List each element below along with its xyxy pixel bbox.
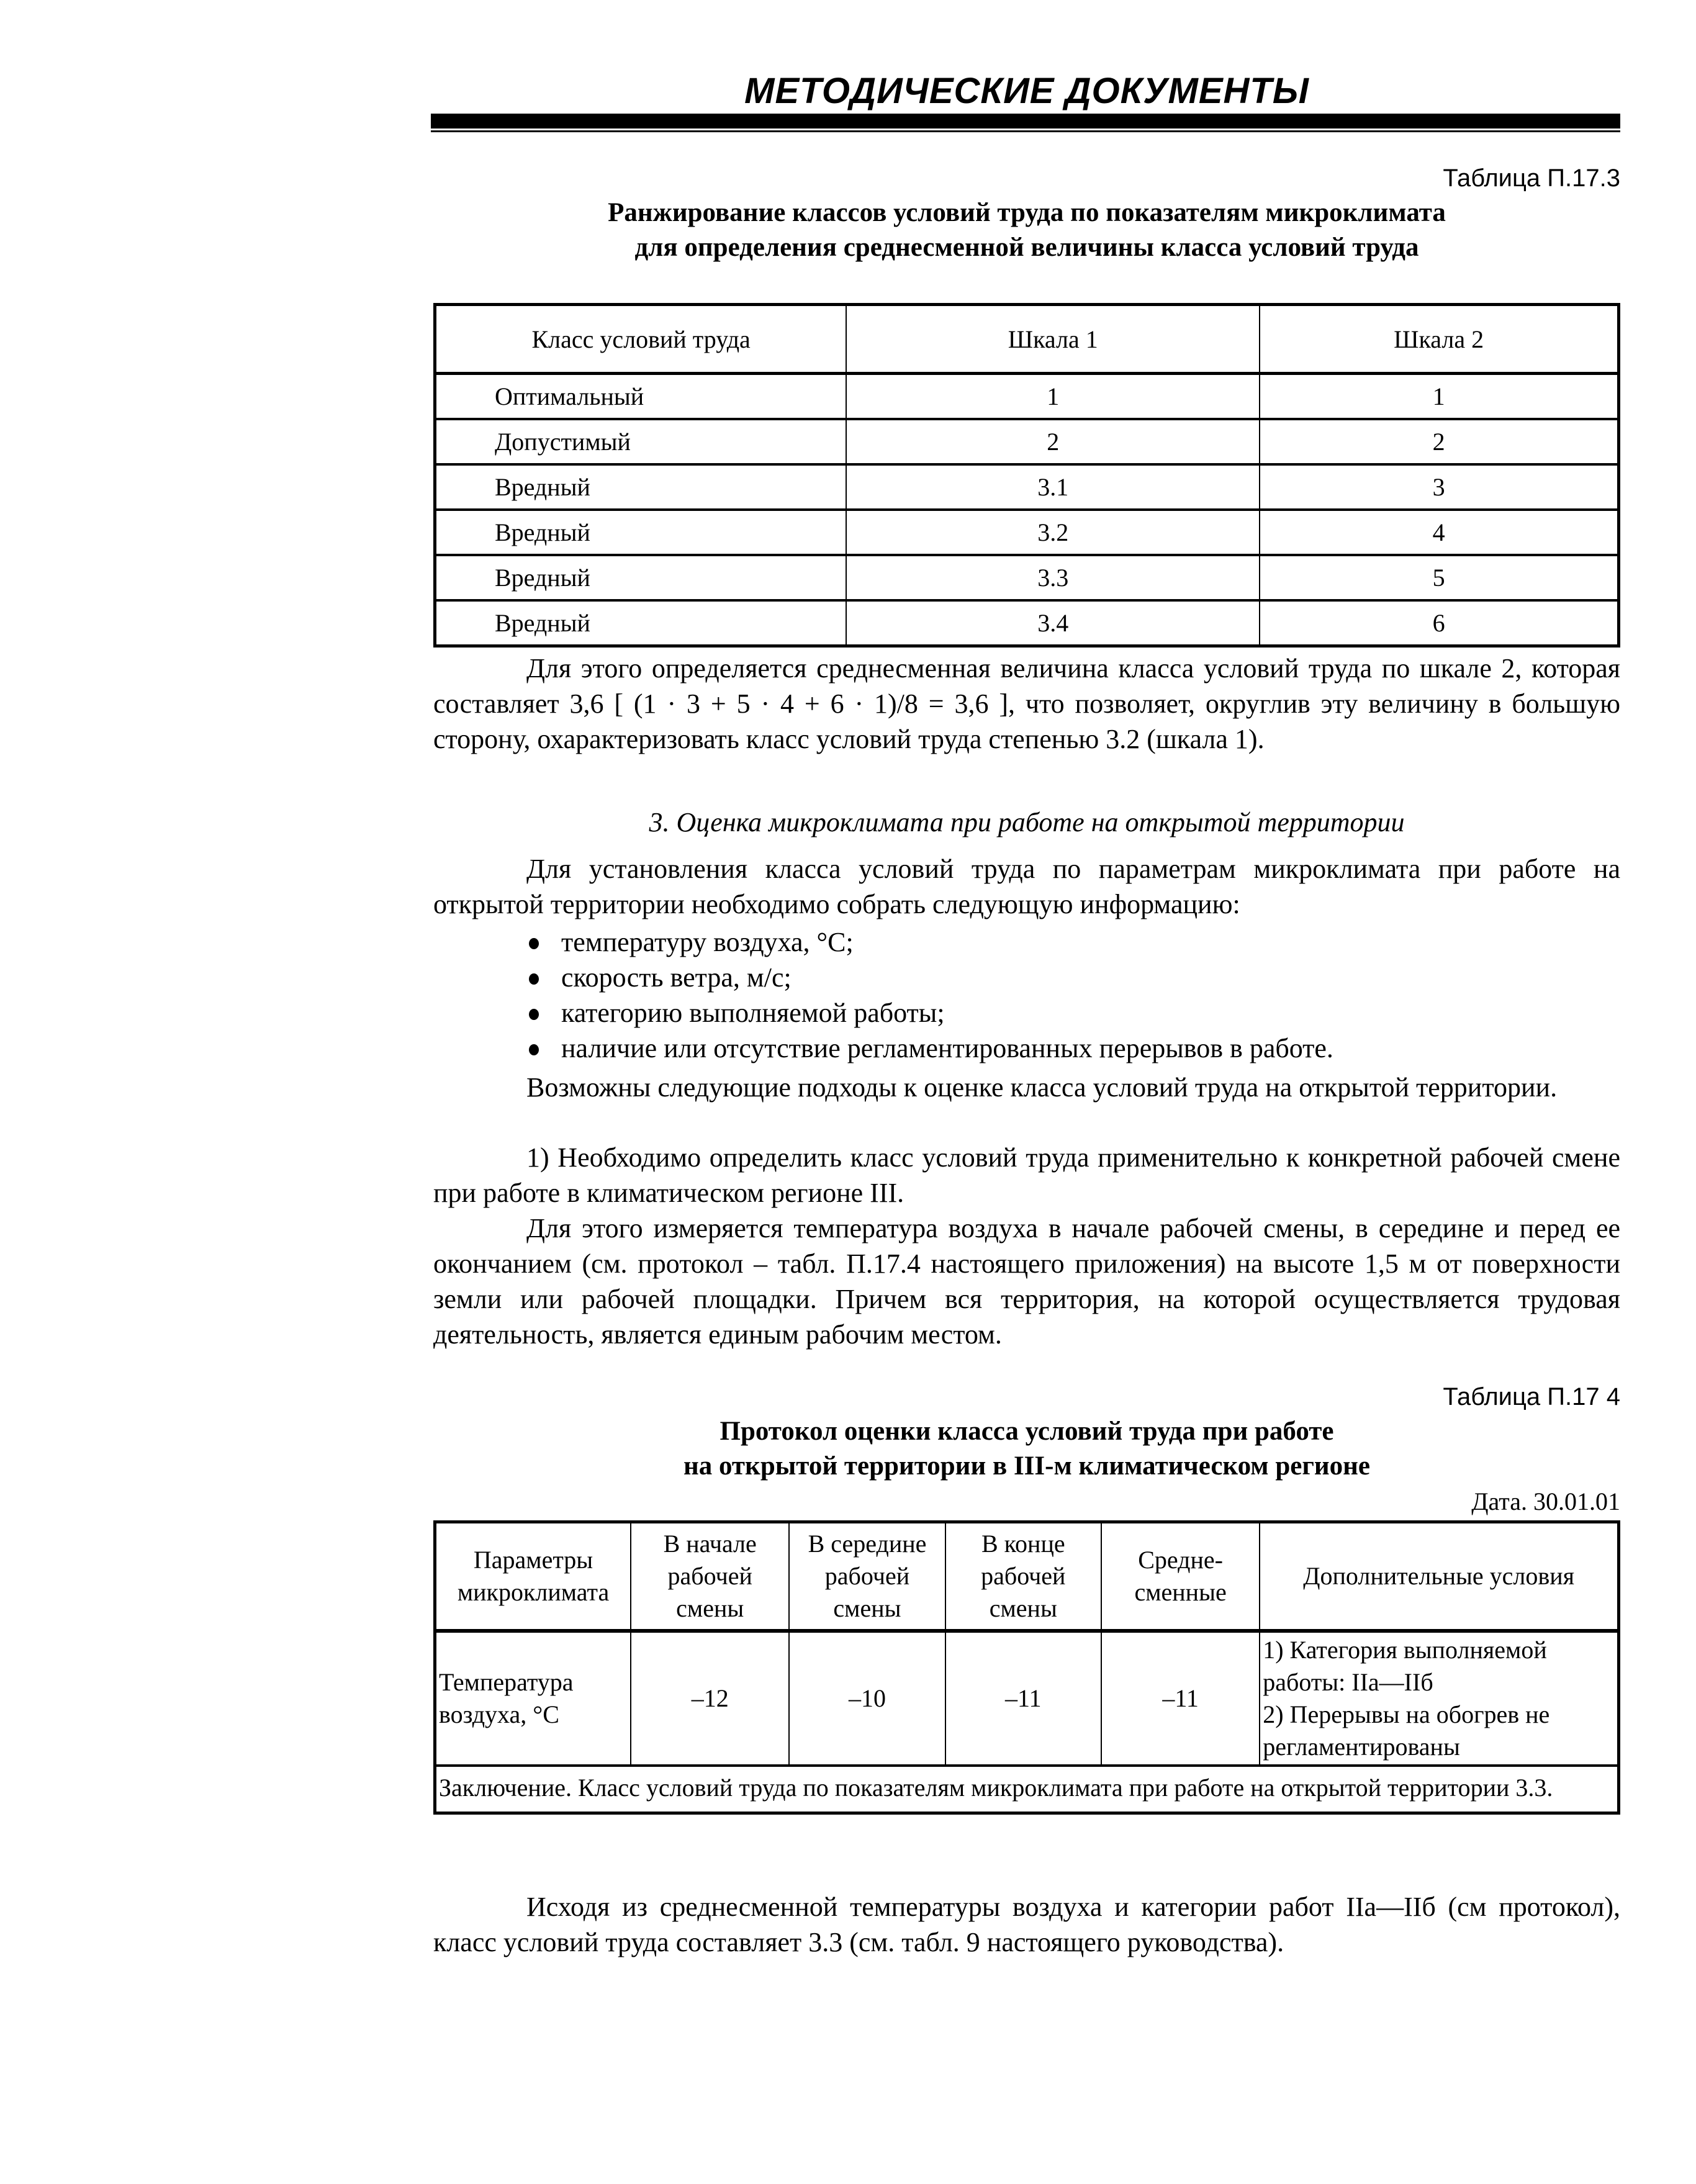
extra-conditions-cell	[1260, 1631, 1618, 1766]
column-header: В начале рабочей смены	[631, 1522, 789, 1631]
running-head: МЕТОДИЧЕСКИЕ ДОКУМЕНТЫ	[744, 71, 1309, 111]
scale1-cell: 3.4	[846, 600, 1260, 646]
paragraph-measurement: Для этого измеряется температура воздуха в начале рабочей смены, в середине и перед ее окончанием (см. протокол – табл. П.17.4 настоящего приложения) на высоте 1,5 м от поверхности земли или рабочей площадки. Причем вся территория, на которой осуществляется трудовая деятельность, является единым рабочим местом.	[433, 1213, 1620, 1350]
middle-value-cell: –10	[789, 1631, 945, 1766]
table-p17-4-protocol	[433, 1520, 1620, 1815]
scale2-cell: 4	[1260, 510, 1618, 555]
scale2-cell: 5	[1260, 555, 1618, 600]
average-value-cell: –11	[1101, 1631, 1260, 1766]
table-row	[435, 1631, 1619, 1766]
scale2-cell: 6	[1260, 600, 1618, 646]
table-p17-3-title	[433, 196, 1620, 265]
table-p17-4-number: Таблица П.17 4	[1443, 1383, 1620, 1410]
column-header: Класс условий труда	[435, 305, 847, 374]
class-name-cell: Допустимый	[435, 419, 847, 464]
scale1-cell: 2	[846, 419, 1260, 464]
class-name-cell: Вредный	[435, 600, 847, 646]
class-name-cell: Вредный	[435, 464, 847, 510]
scale1-cell: 3.1	[846, 464, 1260, 510]
column-header: Шкала 2	[1260, 305, 1618, 374]
column-header: В конце рабочей смены	[945, 1522, 1101, 1631]
scale1-cell: 1	[846, 374, 1260, 420]
table-row	[435, 419, 1619, 464]
info-list	[526, 924, 1333, 1066]
column-header: Параметры микроклимата	[435, 1522, 631, 1631]
list-item: температуру воздуха, °С;	[526, 924, 1333, 960]
list-item: наличие или отсутствие регламентированных перерывов в работе.	[526, 1031, 1333, 1066]
column-header: В середине рабочей смены	[789, 1522, 945, 1631]
paragraph-approach-1: 1) Необходимо определить класс условий труда применительно к конкретной рабочей смене при работе в климатическом регионе III.	[433, 1142, 1620, 1208]
table-row	[435, 510, 1619, 555]
scale1-cell: 3.2	[846, 510, 1260, 555]
protocol-date: Дата. 30.01.01	[1471, 1487, 1620, 1515]
extra-condition: 1) Категория выполняемой работы: IIа—IIб	[1263, 1636, 1547, 1696]
paragraph-final-class: Исходя из среднесменной температуры воздуха и категории работ IIа—IIб (см протокол), класс условий труда составляет 3.3 (см. табл. 9 настоящего руководства).	[433, 1892, 1620, 1957]
table-p17-3-title-line1: Ранжирование классов условий труда по показателям микроклимата	[608, 198, 1446, 227]
column-header: Дополнительные условия	[1260, 1522, 1618, 1631]
start-value-cell: –12	[631, 1631, 789, 1766]
table-row	[435, 374, 1619, 420]
column-header: Шкала 1	[846, 305, 1260, 374]
list-item: категорию выполняемой работы;	[526, 995, 1333, 1031]
scale1-cell: 3.3	[846, 555, 1260, 600]
table-p17-3-title-line2: для определения среднесменной величины класса условий труда	[634, 233, 1419, 262]
paragraph-approaches: Возможны следующие подходы к оценке класса условий труда на открытой территории.	[526, 1072, 1558, 1103]
scale2-cell: 2	[1260, 419, 1618, 464]
paragraph-average-class: Для этого определяется среднесменная величина класса условий труда по шкале 2, которая составляет 3,6 [ (1 · 3 + 5 · 4 + 6 · 1)/8 = 3,6 ], что позволяет, округлив эту величину в большую сторону, охарактеризовать класс условий труда степенью 3.2 (шкала 1).	[433, 653, 1620, 754]
extra-condition: 2) Перерывы на обогрев не регламентированы	[1263, 1700, 1550, 1761]
table-header-row	[435, 305, 1619, 374]
table-p17-3	[433, 303, 1620, 648]
end-value-cell: –11	[945, 1631, 1101, 1766]
table-header-row	[435, 1522, 1619, 1631]
table-p17-3-number: Таблица П.17.3	[1443, 165, 1620, 192]
table-p17-4-title-line1: Протокол оценки класса условий труда при работе	[719, 1417, 1334, 1446]
scale2-cell: 1	[1260, 374, 1618, 420]
table-row	[435, 600, 1619, 646]
section-heading: 3. Оценка микроклимата при работе на открытой территории	[649, 807, 1405, 837]
table-p17-4-title-line2: на открытой территории в III-м климатическом регионе	[683, 1451, 1371, 1481]
conclusion-cell: Заключение. Класс условий труда по показателям микроклимата при работе на открытой территории 3.3.	[435, 1766, 1619, 1813]
class-name-cell: Вредный	[435, 510, 847, 555]
conclusion-row	[435, 1766, 1619, 1813]
list-item: скорость ветра, м/с;	[526, 960, 1333, 995]
scale2-cell: 3	[1260, 464, 1618, 510]
header-rule	[431, 114, 1620, 129]
table-row	[435, 555, 1619, 600]
table-row	[435, 464, 1619, 510]
table-p17-4-title	[433, 1414, 1620, 1484]
class-name-cell: Вредный	[435, 555, 847, 600]
class-name-cell: Оптимальный	[435, 374, 847, 420]
parameter-cell: Температура воздуха, °С	[435, 1631, 631, 1766]
column-header: Средне-сменные	[1101, 1522, 1260, 1631]
paragraph-info-needed: Для установления класса условий труда по параметрам микроклимата при работе на открытой территории необходимо собрать следующую информацию:	[433, 854, 1620, 919]
